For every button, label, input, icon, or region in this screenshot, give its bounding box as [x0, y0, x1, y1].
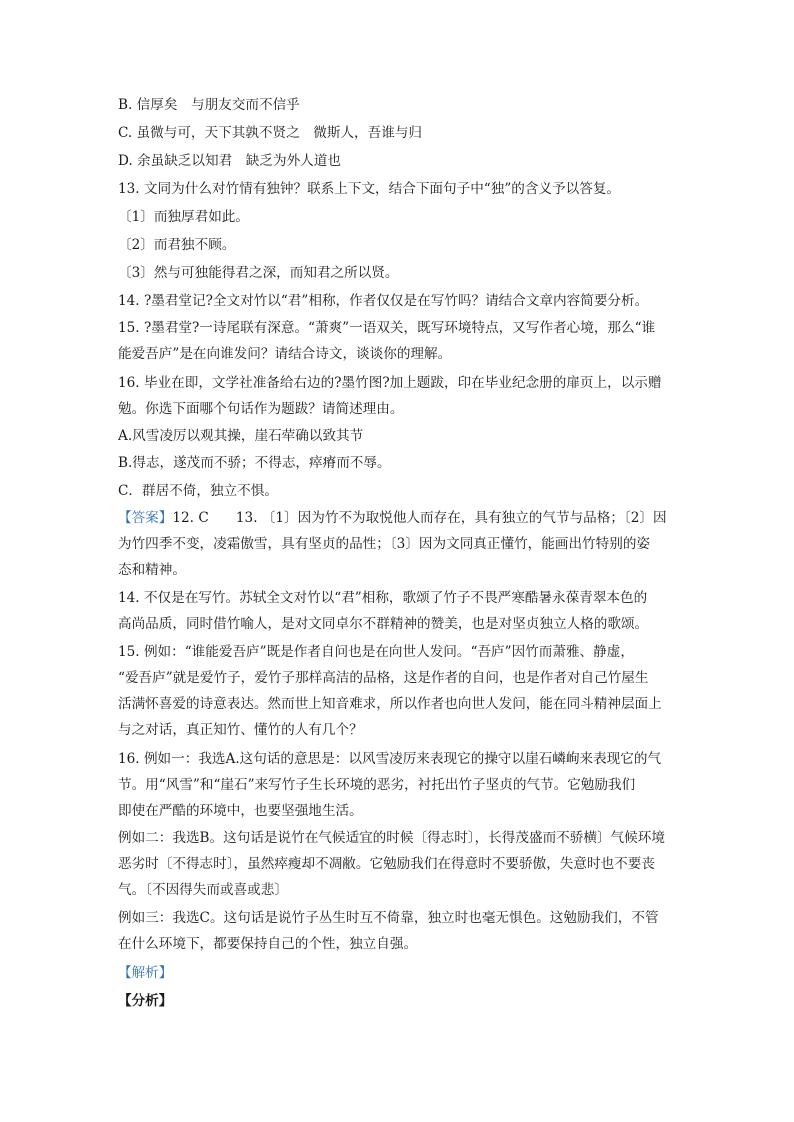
- answer-line-3: 态和精神。: [118, 562, 186, 578]
- answer-16-line-3: 即使在严酷的环境中，也要坚强地生活。: [118, 803, 363, 819]
- analysis-heading: 【解析】: [118, 965, 173, 981]
- question-15-line-1: 15. ?墨君堂?一诗尾联有深意。“萧爽”一语双关，既写环境特点，又写作者心境，那么“谁: [118, 320, 656, 336]
- example-3-line-2: 在什么环境下，都要保持自己的个性，独立自强。: [118, 936, 418, 952]
- option-d: D. 余虽缺乏以知君 缺乏为外人道也: [118, 153, 341, 169]
- answer-line-2: 为竹四季不变，凌霜傲雪，具有坚贞的品性；〔3〕因为文同真正懂竹，能画出竹特别的姿: [118, 536, 651, 552]
- q16-option-b: B.得志，遂茂而不骄；不得志，瘁瘠而不辱。: [118, 455, 391, 471]
- answer-tag: 【答案】: [118, 510, 173, 526]
- answer-16-line-2: 节。用“风雪”和“崖石”来写竹子生长环境的恶劣，衬托出竹子坚贞的气节。它勉励我们: [118, 777, 636, 793]
- question-15-line-2: 能爱吾庐”是在向谁发问？请结合诗文，谈谈你的理解。: [118, 346, 452, 362]
- answer-16-line-1: 16. 例如一：我选A.这句话的意思是：以风雪凌厉来表现它的操守以崖石嶙峋来表现它的气: [118, 751, 662, 767]
- option-b: B. 信厚矣 与朋友交而不信乎: [118, 97, 300, 113]
- example-2-line-3: 气。〔不因得失而或喜或悲〕: [118, 882, 288, 898]
- example-2-line-1: 例如二：我选B。这句话是说竹在气候适宜的时候〔得志时〕，长得茂盛而不骄横〕气候环境: [118, 830, 665, 846]
- option-c: C. 虽微与可，天下其孰不贤之 微斯人，吾谁与归: [118, 125, 423, 141]
- answer-15-line-1: 15. 例如：“谁能爱吾庐”既是作者自问也是在向世人发问。“吾庐”因竹而萧雅、静虚，: [118, 644, 634, 660]
- answer-15-line-2: “爱吾庐”就是爱竹子，爱竹子那样高洁的品格，这是作者的自问，也是作者对自己竹屋生: [118, 670, 649, 686]
- q13-sentence-2: 〔2〕而君独不顾。: [118, 237, 236, 253]
- answer-15-line-3: 活满怀喜爱的诗意表达。然而世上知音难求，所以作者也向世人发问，能在同斗精神层面上: [118, 696, 662, 712]
- question-13: 13. 文同为什么对竹情有独钟？联系上下文，结合下面句子中“独”的含义予以答复。: [118, 181, 621, 197]
- example-2-line-2: 恶劣时〔不得志时〕，虽然瘁瘦却不凋敝。它勉励我们在得意时不要骄傲，失意时也不要丧: [118, 856, 655, 872]
- breakdown-heading: 【分析】: [118, 993, 173, 1009]
- answer-text-1: 12. C 13. 〔1〕因为竹不为取悦他人而存在，具有独立的气节与品格；〔2〕因: [172, 510, 667, 526]
- example-3-line-1: 例如三：我选C。这句话是说竹子丛生时互不倚靠，独立时也毫无惧色。这勉励我们，不管: [118, 910, 659, 926]
- q13-sentence-1: 〔1〕而独厚君如此。: [118, 209, 249, 225]
- answer-15-line-4: 与之对话，真正知竹、懂竹的人有几个？: [118, 722, 363, 738]
- q16-option-a: A.风雪凌厉以观其操，崖石荦确以致其节: [118, 428, 364, 444]
- question-16-line-1: 16. 毕业在即，文学社准备给右边的?墨竹图?加上题跋，印在毕业纪念册的扉页上，以示赠: [118, 375, 662, 391]
- answer-line-1: [118, 509, 688, 527]
- q13-sentence-3: 〔3〕然与可独能得君之深，而知君之所以贤。: [118, 265, 399, 281]
- answer-14-line-2: 高尚品质，同时借竹喻人，是对文同卓尔不群精神的赞美，也是对坚贞独立人格的歌颂。: [118, 616, 649, 632]
- question-14: 14. ?墨君堂记?全文对竹以“君”相称，作者仅仅是在写竹吗？请结合文章内容简要分析。: [118, 293, 649, 309]
- q16-option-c: C．群居不倚，独立不惧。: [118, 483, 278, 499]
- answer-14-line-1: 14. 不仅是在写竹。苏轼全文对竹以“君”相称，歌颂了竹子不畏严寒酷暑永葆青翠本色的: [118, 590, 648, 606]
- question-16-line-2: 勉。你选下面哪个句话作为题跋？请简述理由。: [118, 401, 404, 417]
